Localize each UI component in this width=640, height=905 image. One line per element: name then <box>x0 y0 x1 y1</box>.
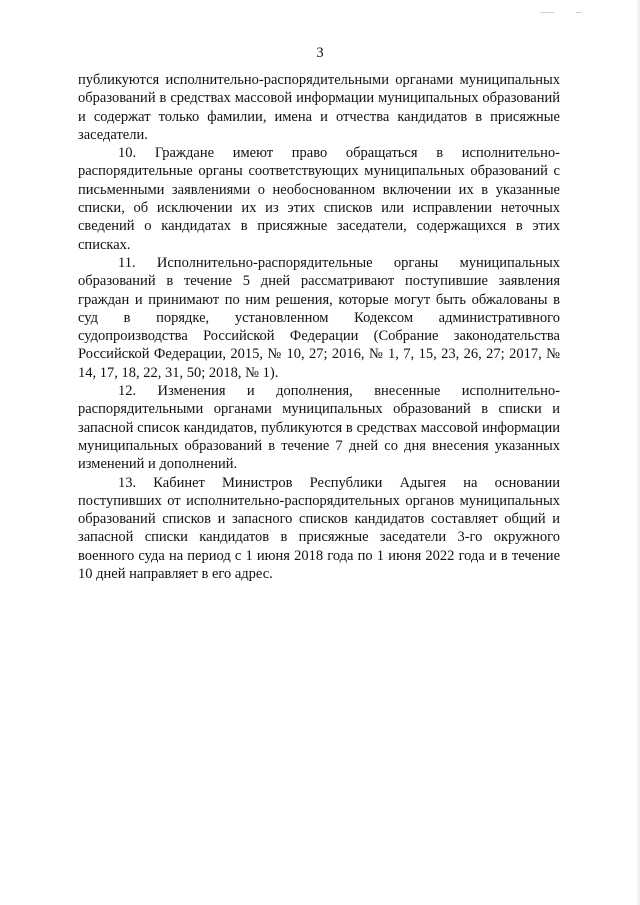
page-number: 3 <box>316 45 324 61</box>
page-edge-shadow <box>636 0 640 905</box>
scan-mark <box>540 12 554 13</box>
document-body <box>78 71 560 583</box>
paragraph-item-10: 10. Граждане имеют право обращаться в исполнительно-распорядительные органы соответствующих муниципальных образований с письменными заявлениями о необоснованном включении их в указанные списки, об исключении их из этих списков или исправлении неточных сведений о кандидатах в присяжные заседатели, содержащихся в этих списках. <box>78 145 560 253</box>
scan-mark <box>576 12 582 13</box>
paragraph-continuation: публикуются исполнительно-распорядительными органами муниципальных образований в средствах массовой информации муниципальных образований и содержат только фамилии, имена и отчества кандидатов в присяжные заседатели. <box>78 72 560 143</box>
paragraph-item-13: 13. Кабинет Министров Республики Адыгея на основании поступивших от исполнительно-распорядительных органов муниципальных образований списков и запасного списков кандидатов составляет общий и запасной списки кандидатов в присяжные заседатели 3-го окружного военного суда на период с 1 июня 2018 года по 1 июня 2022 года и в течение 10 дней направляет в его адрес. <box>78 474 560 583</box>
paragraph-item-12: 12. Изменения и дополнения, внесенные исполнительно-распорядительными органами муниципальных образований в списки и запасной список кандидатов, публикуются в средствах массовой информации муниципальных образований в течение 7 дней со дня внесения указанных изменений и дополнений. <box>78 383 560 473</box>
paragraph-item-11: 11. Исполнительно-распорядительные органы муниципальных образований в течение 5 дней рассматривают поступившие заявления граждан и принимают по ним решения, которые могут быть обжалованы в суд в порядке, установленном Кодексом административного судопроизводства Российской Федерации (Собрание законодательства Российской Федерации, 2015, № 10, 27; 2016, № 1, 7, 15, 23, 26, 27; 2017, № 14, 17, 18, 22, 31, 50; 2018, № 1). <box>78 254 560 381</box>
